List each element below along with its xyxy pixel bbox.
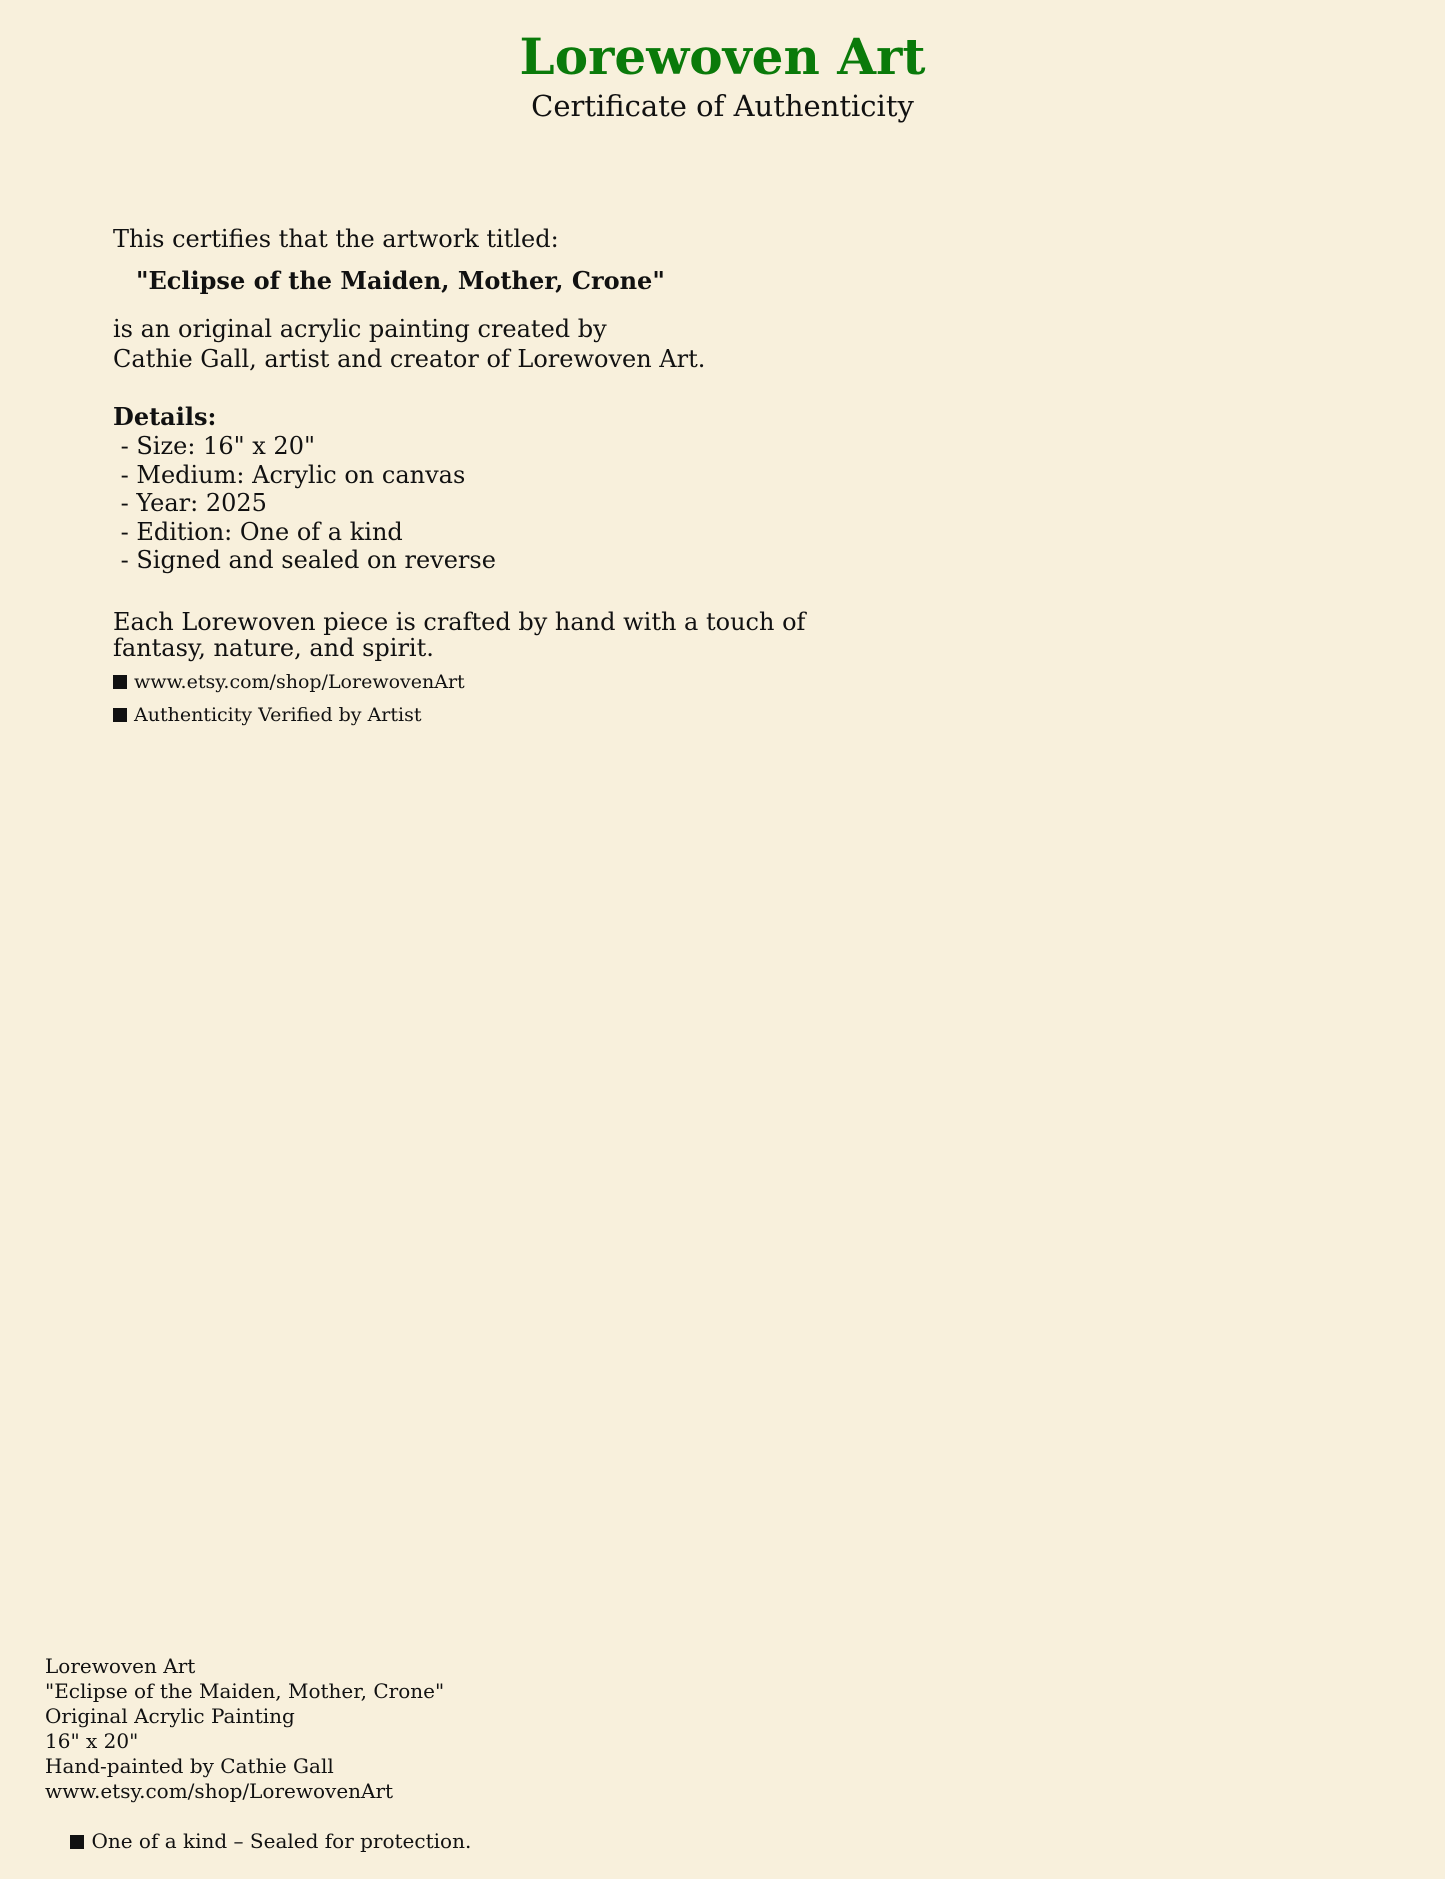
detail-signed: - Signed and sealed on reverse: [113, 546, 496, 574]
detail-medium: - Medium: Acrylic on canvas: [113, 460, 466, 489]
creator-line-1: is an original acrylic painting created by: [113, 315, 607, 343]
detail-size: - Size: 16" x 20": [113, 432, 315, 460]
verified-text: Authenticity Verified by Artist: [134, 703, 422, 726]
footer-line-brand: Lorewoven Art: [45, 1654, 196, 1678]
tagline-line-1: Each Lorewoven piece is crafted by hand with a touch of: [113, 607, 806, 636]
tagline-line-2: fantasy, nature, and spirit.: [113, 633, 434, 662]
certificate-header: [0, 26, 1445, 124]
details-heading: Details:: [113, 402, 217, 431]
footer-line-edition: [45, 1804, 945, 1879]
black-square-icon: [70, 1835, 84, 1849]
details-list: [113, 432, 1013, 575]
black-square-icon: [113, 675, 127, 689]
brand-title: Lorewoven Art: [519, 27, 926, 86]
verified-row: [113, 703, 1013, 727]
footer-edition-text: One of a kind – Sealed for protection.: [91, 1829, 472, 1853]
footer-line-size: 16" x 20": [45, 1729, 139, 1753]
detail-year: - Year: 2025: [113, 489, 267, 517]
footer-line-title: "Eclipse of the Maiden, Mother, Crone": [45, 1679, 445, 1703]
certificate-body: [113, 224, 1013, 727]
footer-line-type: Original Acrylic Painting: [45, 1704, 295, 1728]
creator-line-2: Cathie Gall, artist and creator of Lorewoven Art.: [113, 345, 706, 373]
footer-line-artist: Hand-painted by Cathie Gall: [45, 1754, 334, 1778]
artwork-title: "Eclipse of the Maiden, Mother, Crone": [136, 266, 665, 295]
creator-statement: [113, 314, 1013, 374]
certificate-subtitle: Certificate of Authenticity: [531, 89, 914, 123]
footer-line-url: www.etsy.com/shop/LorewovenArt: [45, 1779, 394, 1803]
tagline: [113, 609, 1013, 661]
black-square-icon: [113, 708, 127, 722]
footer-label: [45, 1654, 945, 1879]
shop-link-row: [113, 670, 1013, 694]
shop-url: www.etsy.com/shop/LorewovenArt: [134, 670, 465, 693]
intro-text: This certifies that the artwork titled:: [113, 225, 559, 253]
detail-edition: - Edition: One of a kind: [113, 517, 403, 546]
